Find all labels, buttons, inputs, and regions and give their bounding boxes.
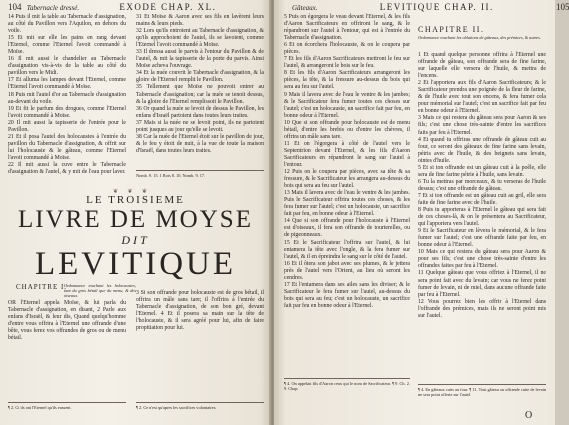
verse: 22 Il mit aussi la cuve entre le Tabernacle d'assignation & l'autel, & y mit de l'eau pour laver. <box>8 161 126 176</box>
chapter-1-text-2: 3 Si son offrande pour holocauste est de gros bétail, il offrira un mâle sans tare; il l'offrira à l'entrée du Tabernacle d'assignation, de son bon gré, devant l'Eternel. 4 Et il posera sa main sur la tête de l'holocauste, & il sera agréé pour lui, afin de faire propitiation pour lui. <box>136 290 264 332</box>
verse: 16 Et il ôtera son jabot avec ses plumes, & le jettera près de l'autel vers l'Orient, au lieu où seront les cendres. <box>284 260 410 281</box>
verse: 12 Puis on le coupera par pièces, avec sa tête & sa fressure, & le Sacrificateur les arrangera au-dessus du bois qui sera au feu sur l'autel. <box>284 169 410 190</box>
verse: 5 Et si ton offrande est un gâteau cuit à la poêle, elle sera de fine farine pétrie à l'huile, sans levain. <box>418 164 546 178</box>
verse: 38 Car la nuée de l'Eternel étoit sur le pavillon de jour, & le feu y étoit de nuit, à la vue de toute la maison d'Israël, dans toutes leurs traites. <box>136 133 264 154</box>
book-title-line-1: LE TROISIEME <box>86 194 185 206</box>
book-title-line-2: LIVRE DE MOYSE <box>18 206 253 233</box>
verse: 32 Lors qu'ils entroient au Tabernacle d'assignation, & qu'ils approchoient de l'autel, ils se lavoient, comme l'Eternel l'avoit commandé à Moïse. <box>136 28 264 49</box>
verse: 3 Mais ce qui restera du gâteau sera pour Aaron & ses fils; c'est une chose très-sainte d'entre les sacrifices faits par feu à l'Eternel. <box>418 115 546 136</box>
left-page <box>0 0 271 425</box>
left-bottom-rule-1 <box>8 402 126 403</box>
verse: 37 Mais si la nuée ne se levoit point, ils ne partoient point jusques au jour qu'elle se levoit. <box>136 119 264 133</box>
verse: 4 Et quand tu offriras une offrande de gâteau cuit au four, ce seront des gâteaux de fine farine sans levain, pétris avec de l'huile, & des beignets sans levain, ointes d'huile. <box>418 136 546 164</box>
verse: 18 Puis mit l'autel d'or au Tabernacle d'assignation au-devant du voile. <box>8 91 126 105</box>
verse: 21 Et il posa l'autel des holocaustes à l'entrée du pavillon du Tabernacle d'assignation, & offrit sur lui l'holocauste & le gâteau, comme l'Eternel l'avoit commandé à Moïse. <box>8 133 126 161</box>
verse: 9 Mais il lavera avec de l'eau le ventre & les jambes; & le Sacrificateur fera fumer toutes ces choses sur l'autel; c'est un holocauste, un sacrifice fait par feu, en bonne odeur à l'Eternel. <box>284 91 410 119</box>
chapter-heading-2: CHAPITRE II. <box>418 25 485 34</box>
verse: 14 Puis il mit la table au Tabernacle d'assignation, au côté du Pavillon vers l'Aquilon, en dehors du voile. <box>8 14 126 35</box>
verse: 11 Quelque gâteau que vous offriez à l'Eternel, il ne sera point fait avec du levain; car vous ne ferez point fumer de levain, ni de miel, dans aucune offrande faite par feu à l'Eternel. <box>418 270 546 298</box>
chapter-1-column-1 <box>8 300 126 398</box>
verse: 7 Et les fils d'Aaron Sacrificateurs mettront le feu sur l'autel, & arrangeront le bois sur le feu. <box>284 56 410 70</box>
verse: 10 Que si son offrande pour holocauste est de menu bétail, d'entre les brebis ou d'entre les chèvres, il offrira un mâle sans tare. <box>284 119 410 140</box>
verse: 15 Et le Sacrificateur l'offrira sur l'autel, & lui entamera la tête avec l'ongle, & la fera fumer sur l'autel, & il en épreindra le sang sur le côté de l'autel. <box>284 239 410 260</box>
book-title-line-4: LEVITIQUE <box>34 246 237 282</box>
right-column-2-notes: ¶ 4. En gâteaux cuits au four. ¶ 11. Tout gâteau ou offrande cuite de levain ne sera point offerte sur l'autel. <box>418 387 546 398</box>
chapter-1-column-2 <box>136 290 264 398</box>
right-column-1-notes: ¶ 4. On appelait fils d'Aaron ceux qui le nom de Sacrificateur. ¶ 9. Ch. 2. 9. Chap. <box>284 381 410 392</box>
chapter-heading-1: CHAPITRE I. <box>16 283 68 291</box>
verse: 10 Mais ce qui restera du gâteau sera pour Aaron & pour ses fils; c'est une chose très-sainte d'entre les offrandes faites par feu à l'Eternel. <box>418 249 546 270</box>
chapter-1-text: OR l'Eternel appela Moïse, & lui parla du Tabernacle d'assignation, en disant, 2 Parle aux enfans d'Israël, & leur dis, Quand quelqu'homme d'entre vous offrira à l'Eternel une offrande d'une bête, vous ferez vos offrandes de gros ou de menu bétail. <box>8 300 126 342</box>
verse: 31 Et Moïse & Aaron avec ses fils en lavèrent leurs mains & leurs pieds. <box>136 14 264 28</box>
right-column-2 <box>418 52 546 378</box>
verse: 20 Il mit aussi la tapisserie de l'entrée pour le Pavillon. <box>8 119 126 133</box>
verse: 13 Mais il lavera avec de l'eau le ventre & les jambes. Puis le Sacrificateur offrira toutes ces choses, & les fera fumer sur l'autel; c'est un holocauste, un sacrifice fait par feu, en bonne odeur à l'Eternel. <box>284 190 410 218</box>
verse: 14 Que si son offrande pour l'holocauste à l'Eternel est d'oiseaux, il fera son offrande de tourterelles, ou de pigeonneaux. <box>284 218 410 239</box>
verse: 17 Et l'entamera dans ses ailes sans les diviser; & le Sacrificateur le fera fumer sur l'autel, au-dessus du bois qui sera au feu; c'est un holocauste, un sacrifice fait par feu en bonne odeur à l'Eternel. <box>284 281 410 309</box>
chapter-2-summary: Ordonnance touchant les oblations de gâteaux, des prémices, & autres. <box>418 35 541 40</box>
left-column-1 <box>8 14 126 184</box>
right-side-note: Gâteaux. <box>292 4 318 12</box>
verse: 34 Et la nuée couvrit le Tabernacle d'assignation, & la gloire de l'Eternel remplit le Pavillon. <box>136 70 264 84</box>
right-running-head <box>292 2 569 12</box>
verse: 12 Vous pourrez bien les offrir à l'Eternel dans l'offrande des prémices, mais ils ne seront point mis sur l'autel. <box>418 298 546 319</box>
right-page <box>274 0 569 425</box>
verse: 1 Et quand quelque personne offrira à l'Eternel une offrande de gâteau, son offrande sera de fine farine, sur laquelle elle versera de l'huile, & mettra de l'encens. <box>418 52 546 80</box>
left-bottom-rule-2 <box>136 402 264 403</box>
verse: 19 Et fit le parfum des drogues, comme l'Eternel l'avoit commandé à Moïse. <box>8 105 126 119</box>
left-footnote-rule <box>136 170 264 171</box>
right-running-title: LEVITIQUE CHAP. II. <box>379 2 494 12</box>
verse: 6 Et on écorchera l'holocauste, & on le coupera par pièces. <box>284 42 410 56</box>
left-column-2-notes: Nomb. 9. 15. 1 Rois 8. 10. Nomb. 9. 17. <box>136 173 206 178</box>
left-running-title: EXODE CHAP. XL. <box>119 2 217 12</box>
verse: 36 Or quand la nuée se levoit de dessus le Pavillon, les enfans d'Israël partoient dans toutes leurs traites. <box>136 105 264 119</box>
verse: 2 Et l'apportera aux fils d'Aaron Sacrificateurs; & le Sacrificateur prendra une poignée de la fleur de farine, & de l'huile avec tout son encens, & fera fumer cela pour mémorial sur l'autel; c'est un sacrifice fait par feu en bonne odeur à l'Eternel. <box>418 80 546 115</box>
signature-mark: O <box>525 410 533 421</box>
left-running-head <box>8 2 216 12</box>
right-page-number: 105 <box>555 2 569 12</box>
left-page-number: 104 <box>8 2 22 12</box>
ornament-divider: ❦ ❦ ❦ <box>113 189 152 195</box>
verse: 6 Tu la mettras par morceaux, & tu verseras de l'huile dessus; c'est une offrande de gâteau. <box>418 178 546 192</box>
left-footnote-1: ¶ 2. Ci ils ont l'Eternel qu'ils eussent. <box>8 405 72 410</box>
verse: 33 Il dressa aussi le parvis à l'entour du Pavillon & de l'autel, & mit la tapisserie de la porte du parvis. Ainsi Moïse acheva l'ouvrage. <box>136 49 264 70</box>
verse: 35 Tellement que Moïse ne pouvoit entrer au Tabernacle d'assignation; car la nuée se tenoit dessus, & la gloire de l'Eternel remplissoit le Pavillon. <box>136 84 264 105</box>
verse: 17 Et alluma les lampes devant l'Eternel, comme l'Eternel l'avoit commandé à Moïse. <box>8 77 126 91</box>
left-column-2 <box>136 14 264 164</box>
verse: 9 Et le Sacrificateur en lèvera le mémorial, & le fera fumer sur l'autel; c'est une offrande faite par feu, en bonne odeur à l'Eternel. <box>418 228 546 249</box>
verse: 11 Et on l'égorgera à côté de l'autel vers le Septentrion devant l'Eternel, & les fils d'Aaron Sacrificateurs en répandront le sang sur l'autel à l'entour. <box>284 140 410 168</box>
right-column-1 <box>284 14 410 374</box>
verse: 15 Et mit sur elle les pains en rang devant l'Eternel, comme l'Eternel l'avoit commandé à Moïse. <box>8 35 126 56</box>
right-footnote-rule-2 <box>418 384 546 385</box>
chapter-1-summary: Ordonnance touchant les holocaustes, tant du gros bétail que du menu, & des oiseaux. <box>64 283 136 299</box>
left-footnote-2: ¶ 2. Ce n'est qu'apres les sacrifices volontaires. <box>136 405 217 410</box>
verse: 5 Puis on égorgera le veau devant l'Eternel, & les fils d'Aaron Sacrificateurs en offriront le sang, & le répandront sur l'autel à l'entour, qui est à l'entrée du Tabernacle d'assignation. <box>284 14 410 42</box>
verse: 8 Puis tu apporteras à l'Eternel le gâteau qui sera fait de ces choses-là, & on le présentera au Sacrificateur, qui l'apportera vers l'autel. <box>418 207 546 228</box>
book-title-line-3: DIT <box>121 233 150 247</box>
left-side-note: Tabernacle dressé. <box>26 4 80 12</box>
verse: 8 Et les fils d'Aaron Sacrificateurs arrangeront les pièces, la tête, & la fressure au-dessus du bois qui sera au feu sur l'autel. <box>284 70 410 91</box>
verse: 16 Il mit aussi le chandelier au Tabernacle d'assignation vis-à-vis de la table au côté du pavillon vers le Midi. <box>8 56 126 77</box>
right-footnote-rule-1 <box>284 378 410 379</box>
verse: 7 Et si ton offrande est un gâteau cuit au gril, elle sera faite de fine farine avec de l'huile. <box>418 192 546 206</box>
